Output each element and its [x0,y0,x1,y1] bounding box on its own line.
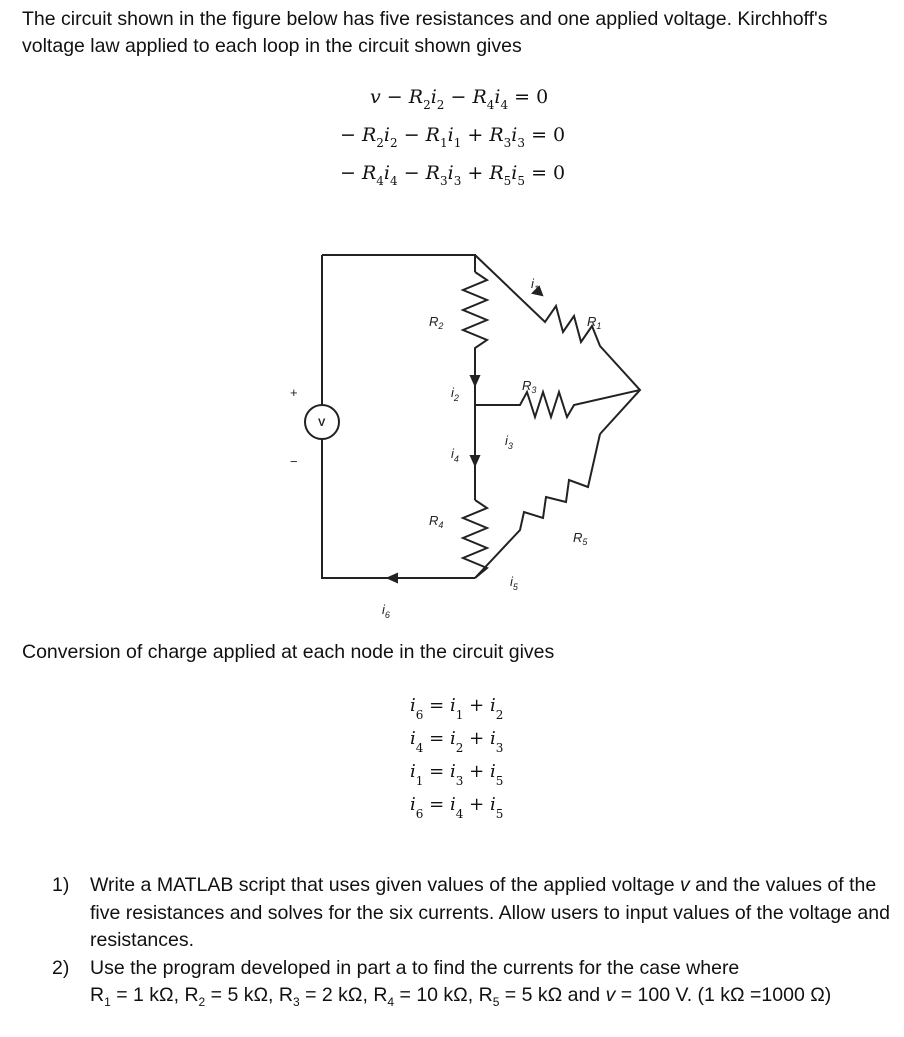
term: i [489,761,496,782]
var-r: R [361,162,377,184]
plus: + [469,794,485,815]
lhs: i [410,794,416,815]
equals: = [429,794,445,815]
equals: = [429,695,445,716]
sub: 2 [455,741,464,755]
term: i [449,728,456,749]
var-i: i [447,162,454,184]
lhs: i [410,695,416,716]
sub: 5 [503,174,512,188]
source-minus: − [290,454,298,469]
task-number: 1) [52,874,70,896]
term: i [449,695,456,716]
plus: + [469,728,485,749]
op: − [403,162,420,184]
i5-label: $i_5$ [510,574,518,592]
term: i [449,794,456,815]
sub: 4 [376,174,384,188]
conversion-label: Conversion of charge applied at each node in the circuit gives [22,641,555,663]
i4-label: $i_4$ [451,446,459,464]
value-r4 [373,984,479,1009]
sub: 1 [453,136,462,150]
var-r: R [489,124,504,146]
r5-resistor [475,434,600,578]
value-r2 [184,984,279,1009]
rhs: = 0 [531,124,566,146]
plus: + [469,761,485,782]
sub: 1 [415,774,424,788]
equals: = [429,728,445,749]
r3-resistor [475,390,640,417]
sub: 4 [486,98,495,112]
r2-label: $R_2$ [429,314,444,331]
value-text: = 2 kΩ, [299,984,374,1006]
var-i: i [383,124,390,146]
rhs: = 0 [531,162,566,184]
sub: 5 [495,807,504,821]
sub: 1 [455,708,464,722]
top-wire [322,255,475,272]
var-v: v [370,86,381,108]
sub: 5 [517,174,526,188]
node-equation-4 [410,794,503,826]
node-equation-3 [410,761,503,793]
sub: 3 [495,741,504,755]
left-wire [322,255,475,578]
equals: = [429,761,445,782]
i6-label: $i_6$ [382,602,390,620]
sub: 3 [453,174,462,188]
value-r5 [478,984,606,1009]
sub: 2 [198,994,206,1009]
var-i: i [447,124,454,146]
value-text: = 5 kΩ and [499,984,606,1006]
var-i: i [383,162,390,184]
r1-resistor [475,255,640,434]
sub: 2 [436,98,445,112]
plus: + [469,695,485,716]
task-2 [52,955,892,1017]
r4-label: $R_4$ [429,513,444,530]
value-text: = 1 kΩ, [110,984,185,1006]
var-r: R [425,124,440,146]
i2-arrow [471,376,479,385]
sub: 3 [455,774,464,788]
node-equation-1 [410,695,503,727]
r5-label: $R_5$ [573,530,588,547]
sub: 5 [492,994,500,1009]
i1-label: $i_1$ [531,276,539,294]
sub: 4 [455,807,464,821]
var-i: i [511,162,518,184]
i3-label: $i_3$ [505,433,513,451]
value-text: = 100 V. (1 kΩ =1000 Ω) [615,984,832,1006]
op: + [467,124,484,146]
sub: 3 [517,136,526,150]
var-i: i [430,86,437,108]
var-r: R [472,86,487,108]
r-name: R [90,984,105,1006]
source-plus: + [290,385,298,400]
rhs: = 0 [514,86,549,108]
r1-label: $R_1$ [587,314,602,331]
op: − [340,124,356,146]
kvl-equation-1 [370,86,548,112]
op: − [403,124,420,146]
term: i [489,794,496,815]
i6-arrow [388,574,397,582]
sub: 4 [390,174,398,188]
task-list [52,872,892,1016]
sub: 4 [387,994,395,1009]
term: i [489,695,496,716]
sub: 2 [376,136,384,150]
sub: 2 [495,708,504,722]
var-i: i [494,86,501,108]
kvl-equation-3 [340,162,565,188]
var-r: R [425,162,440,184]
sub: 4 [500,98,509,112]
value-text: = 10 kΩ, [394,984,479,1006]
lhs: i [410,761,416,782]
sub: 6 [415,807,424,821]
value-r3 [278,984,374,1009]
term: i [449,761,456,782]
sub: 6 [415,708,424,722]
sub: 3 [439,174,448,188]
var-v: v [605,984,616,1006]
i2-label: $i_2$ [451,385,459,403]
sub: 1 [439,136,448,150]
r3-label: $R_3$ [522,378,537,395]
task-text: Use the program developed in part a to find the currents for the case where [90,956,740,979]
sub: 3 [503,136,512,150]
var-r: R [361,124,377,146]
node-equation-2 [410,728,503,760]
var-i: i [511,124,518,146]
sub: 5 [495,774,504,788]
source-label: V [318,417,326,429]
r-name: R [373,984,388,1006]
r-name: R [278,984,293,1006]
op: + [467,162,484,184]
lhs: i [410,728,416,749]
task-text: and the values of the five resistances and solves for the six currents. Allow users to input values of the voltage and resistances. [90,874,890,951]
sub: 2 [390,136,398,150]
op: − [386,86,403,108]
value-r1 [90,984,185,1009]
sub: 2 [423,98,431,112]
var-r: R [489,162,504,184]
task-text: Write a MATLAB script that uses given values of the applied voltage [90,874,680,896]
op: − [340,162,356,184]
var-v: v [680,874,690,896]
kvl-equation-2 [340,124,565,150]
circuit-diagram [0,240,904,630]
intro-paragraph: The circuit shown in the figure below has five resistances and one applied voltage. Kirchhoff's voltage law applied to each loop in the circuit shown gives [22,8,828,57]
task-1 [52,872,892,955]
r-name: R [478,984,493,1006]
r4-resistor [463,500,487,578]
task-number: 2) [52,956,70,979]
op: − [450,86,467,108]
sub: 4 [415,741,424,755]
term: i [489,728,496,749]
i4-arrow [471,456,479,465]
sub: 1 [104,994,111,1009]
var-r: R [408,86,424,108]
sub: 3 [292,994,300,1009]
value-text: = 5 kΩ, [205,984,279,1006]
r-name: R [184,984,199,1006]
